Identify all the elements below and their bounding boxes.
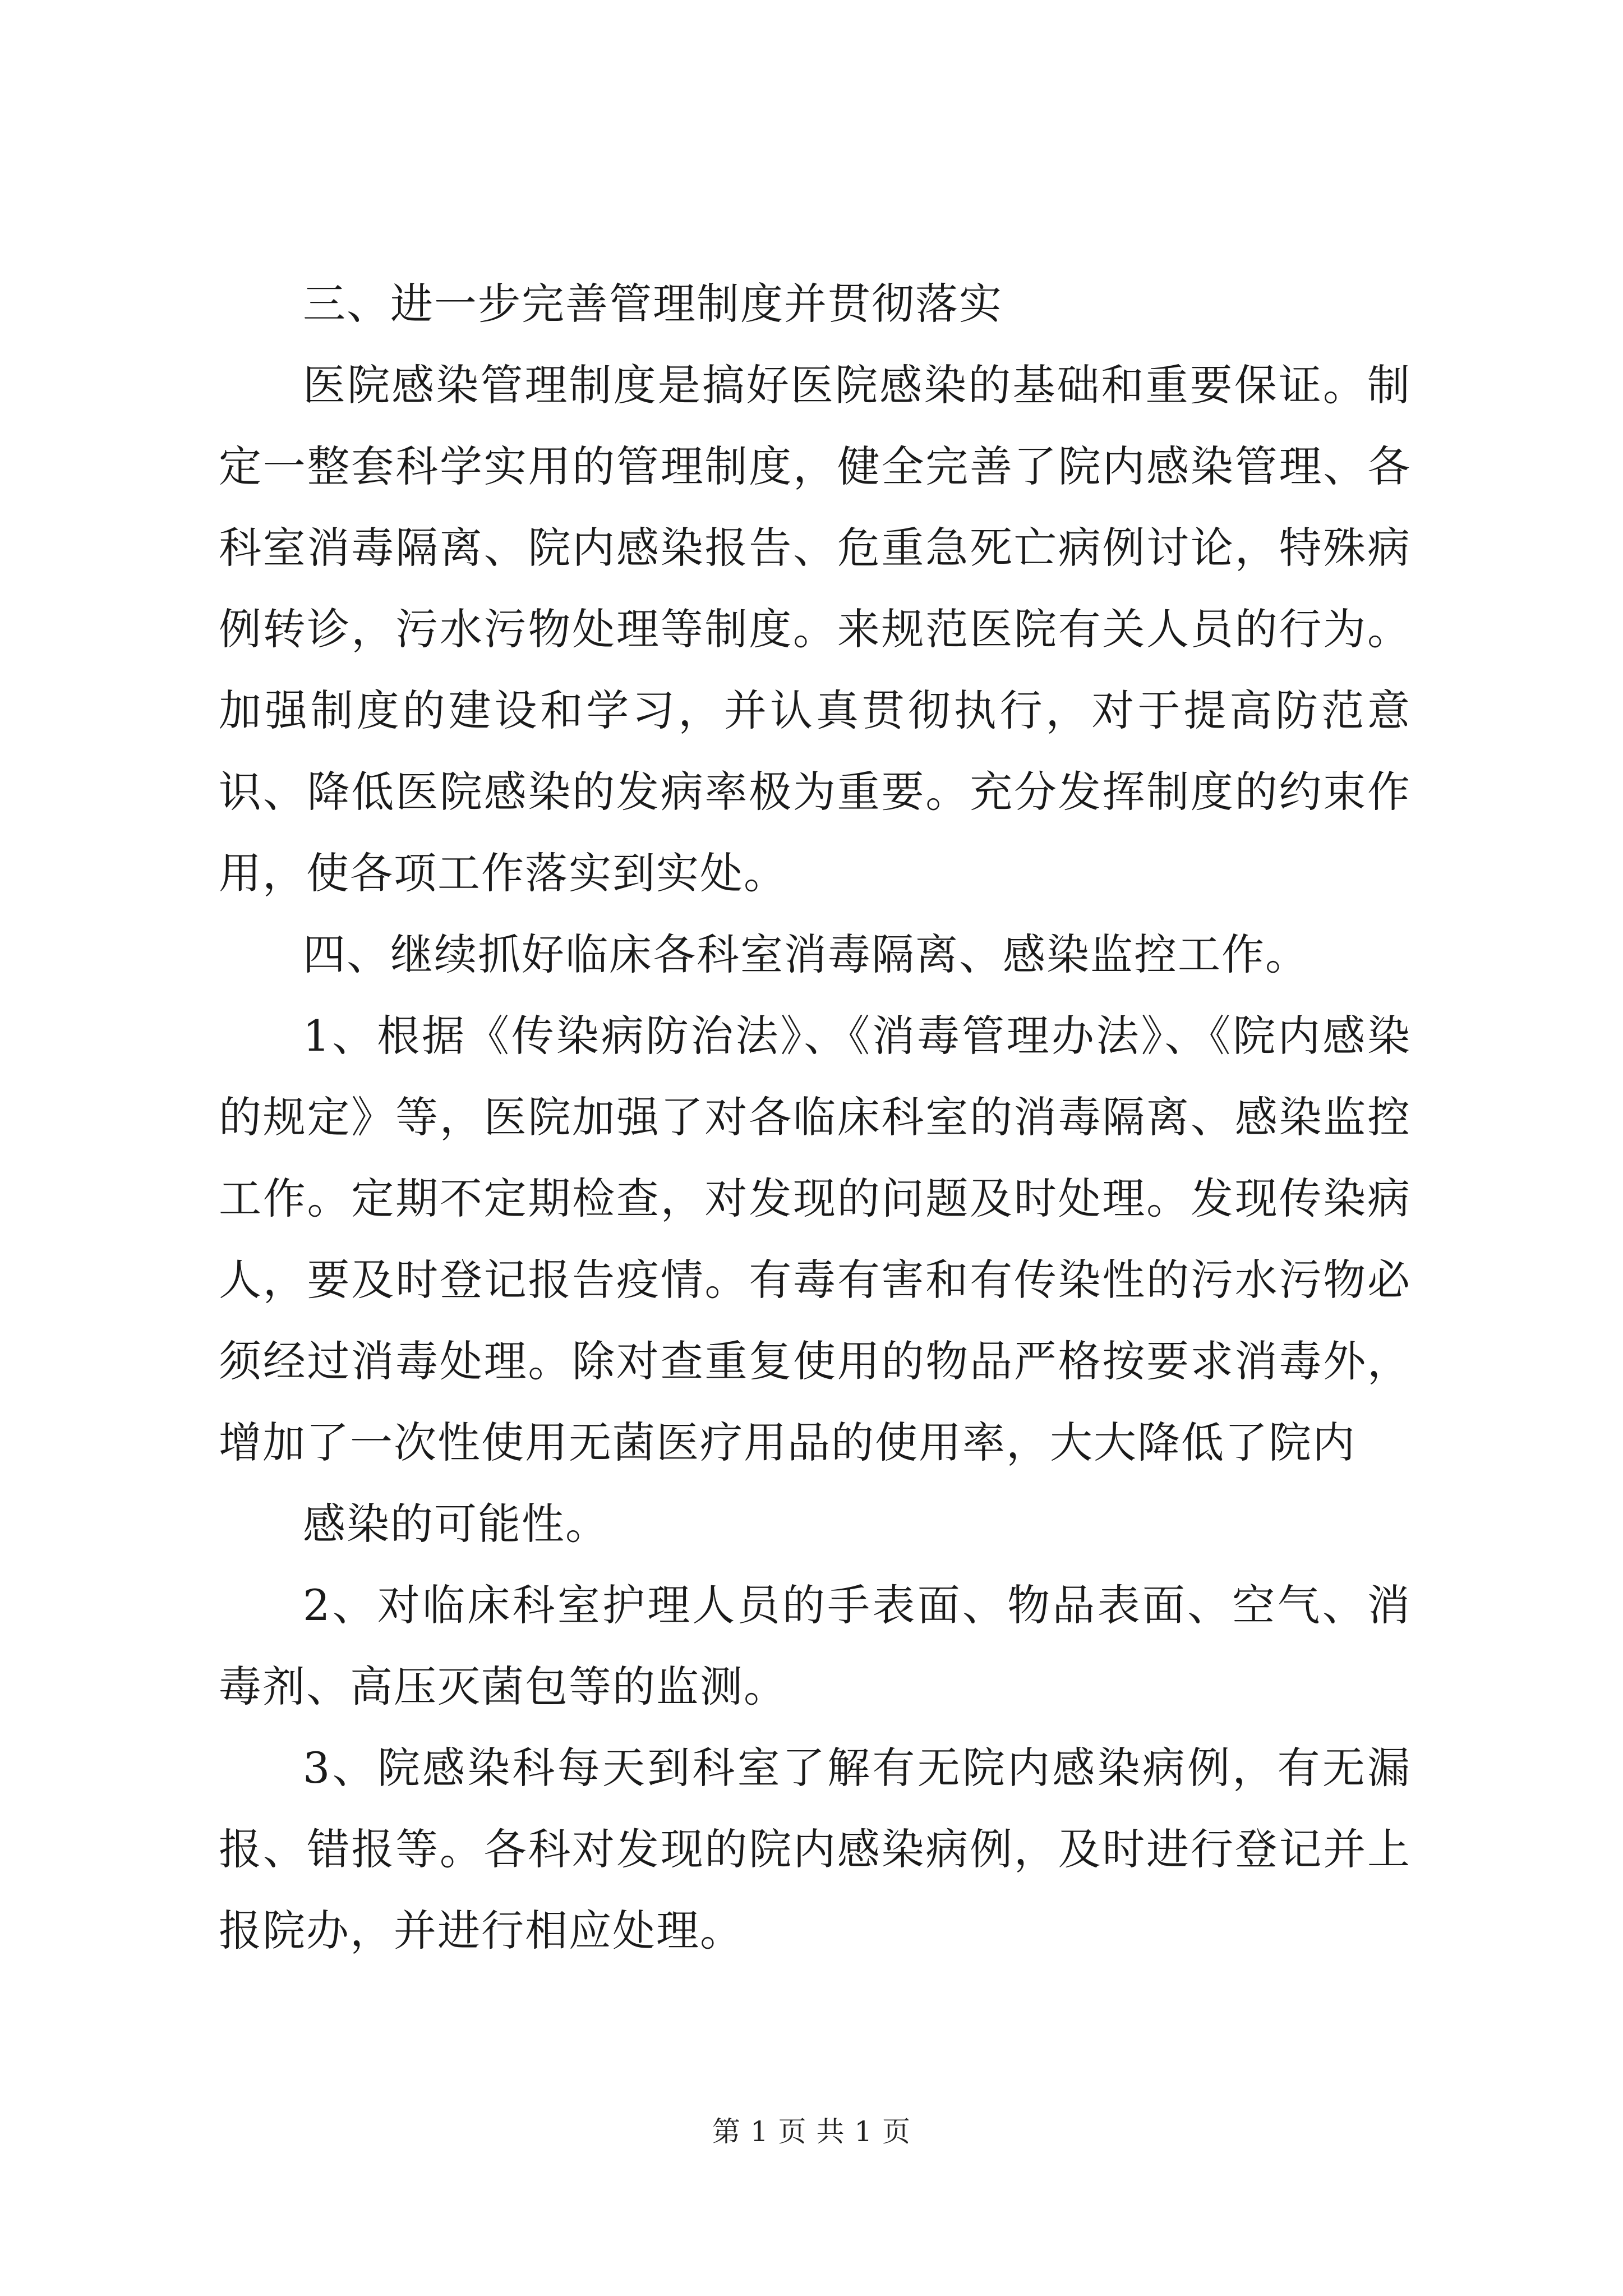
paragraph-item-2: 2、对临床科室护理人员的手表面、物品表面、空气、消毒剂、高压灭菌包等的监测。 — [219, 1580, 1411, 1711]
section-heading-3: 三、进一步完善管理制度并贯彻落实 — [303, 279, 1003, 329]
paragraph-item-1-continuation: 感染的可能性。 — [303, 1499, 609, 1549]
page-footer: 第 1 页 共 1 页 — [712, 2115, 911, 2148]
section-heading-4: 四、继续抓好临床各科室消毒隔离、感染监控工作。 — [303, 930, 1309, 979]
document-body — [219, 263, 1411, 1971]
paragraph-item-3: 3、院感染科每天到科室了解有无院内感染病例，有无漏报、错报等。各科对发现的院内感染病例，及时进行登记并上报院办，并进行相应处理。 — [219, 1743, 1411, 1955]
paragraph-item-1: 1、根据《传染病防治法》、《消毒管理办法》、《院内感染的规定》等，医院加强了对各临床科室的消毒隔离、感染监控工作。定期不定期检查，对发现的问题及时处理。发现传染病人，要及时登记报告疫情。有毒有害和有传染性的污水污物必须经过消毒处理。除对查重复使用的物品严格按要求消毒外，增加了一次性使用无菌医疗用品的使用率，大大降低了院内 — [219, 1011, 1411, 1467]
paragraph-management-system: 医院感染管理制度是搞好医院感染的基础和重要保证。制定一整套科学实用的管理制度，健全完善了院内感染管理、各科室消毒隔离、院内感染报告、危重急死亡病例讨论，特殊病例转诊，污水污物处理等制度。来规范医院有关人员的行为。加强制度的建设和学习，并认真贯彻执行，对于提高防范意识、降低医院感染的发病率极为重要。充分发挥制度的约束作用，使各项工作落实到实处。 — [219, 360, 1411, 898]
